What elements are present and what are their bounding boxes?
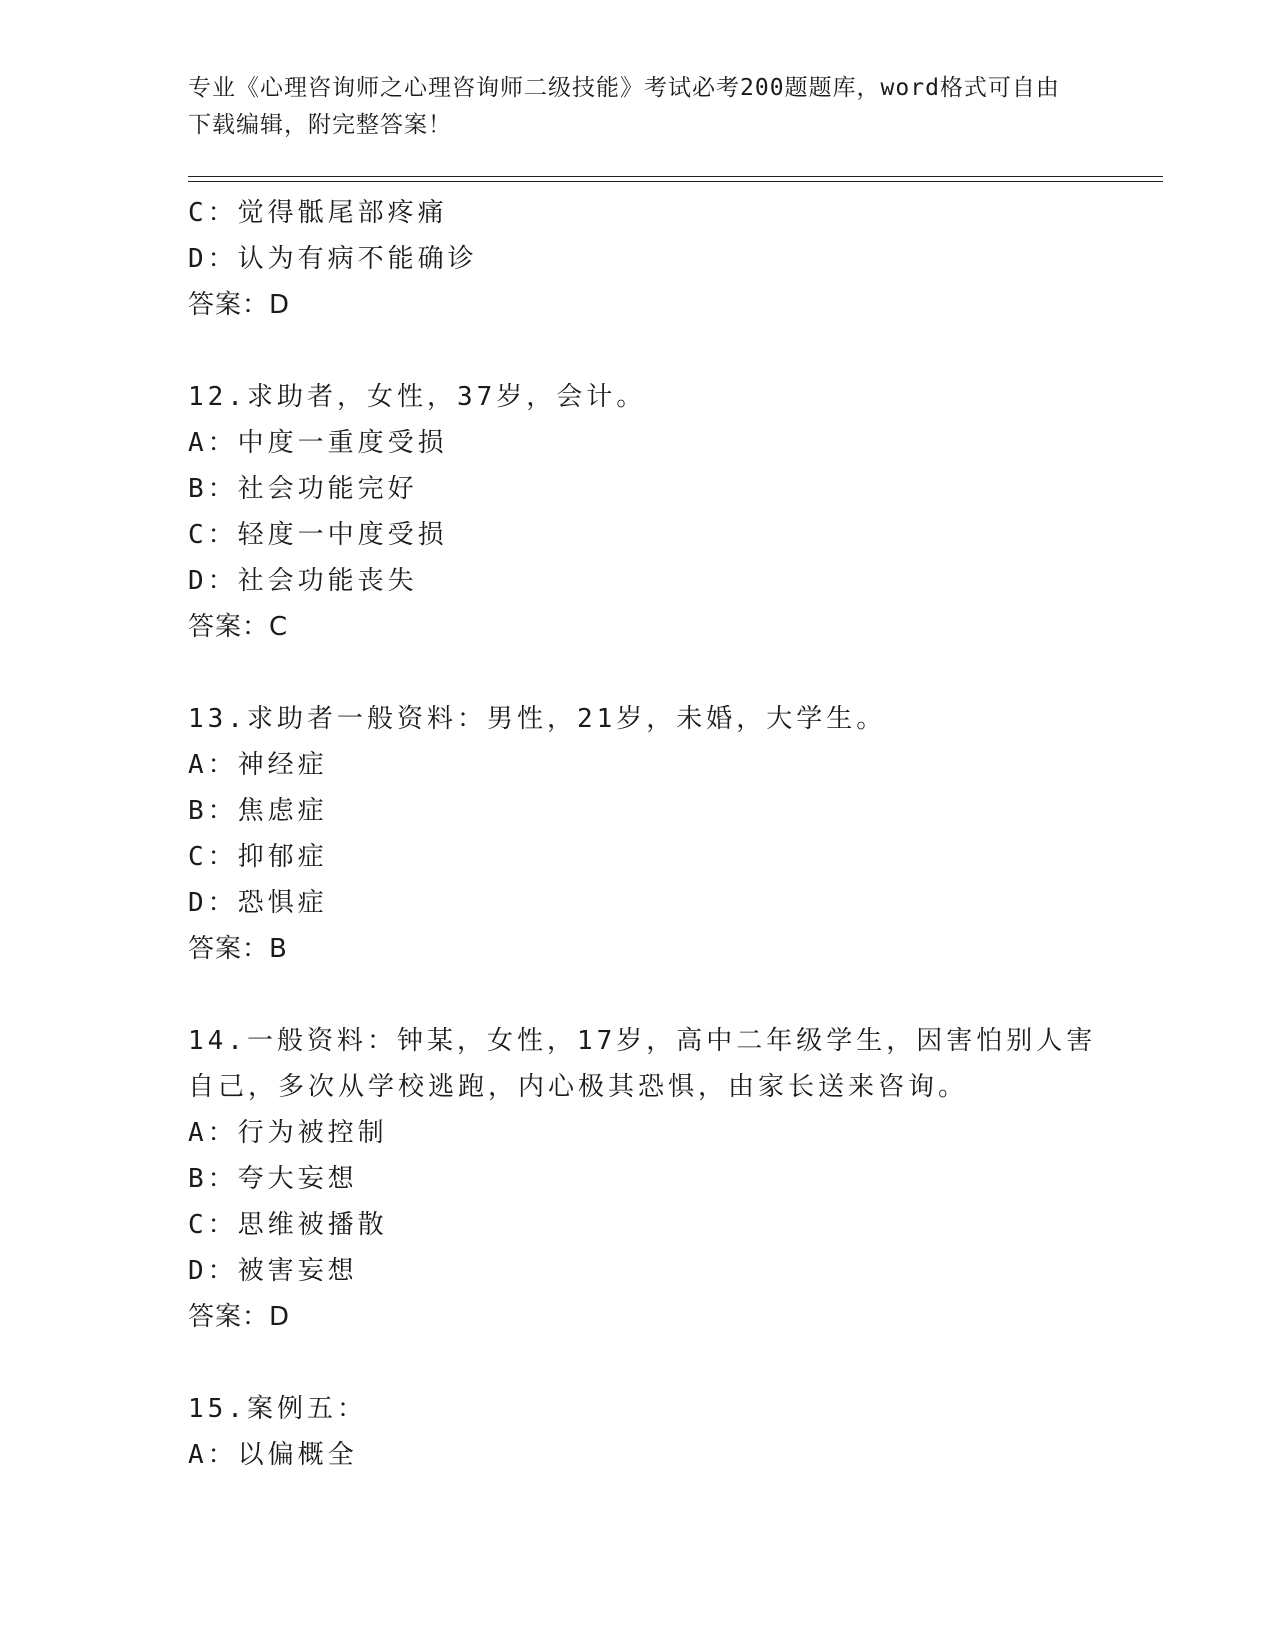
option-d: D：社会功能丧失 bbox=[188, 566, 418, 596]
question-block-12 bbox=[188, 374, 1108, 650]
question-stem: 15.案例五： bbox=[188, 1394, 367, 1424]
question-stem: 13.求助者一般资料：男性，21岁，未婚，大学生。 bbox=[188, 704, 887, 734]
option-b: B：社会功能完好 bbox=[188, 474, 418, 504]
option-d: D：恐惧症 bbox=[188, 888, 328, 918]
question-stem: 14.一般资料：钟某，女性，17岁，高中二年级学生，因害怕别人害自己，多次从学校逃跑，内心极其恐惧，由家长送来咨询。 bbox=[188, 1026, 1097, 1102]
option-c: C：轻度一中度受损 bbox=[188, 520, 448, 550]
option-a: A：神经症 bbox=[188, 750, 328, 780]
spacer bbox=[188, 972, 1108, 1018]
document-header bbox=[188, 70, 1068, 144]
answer-line: 答案：D bbox=[188, 1302, 291, 1332]
option-d: D：被害妄想 bbox=[188, 1256, 358, 1286]
option-b: B：焦虑症 bbox=[188, 796, 328, 826]
spacer bbox=[188, 650, 1108, 696]
question-stem: 12.求助者，女性，37岁，会计。 bbox=[188, 382, 647, 412]
option-c: C：抑郁症 bbox=[188, 842, 328, 872]
option-b: B：夸大妄想 bbox=[188, 1164, 358, 1194]
spacer bbox=[188, 1340, 1108, 1386]
question-block-14 bbox=[188, 1018, 1108, 1340]
option-a: A：中度一重度受损 bbox=[188, 428, 448, 458]
option-c: C：觉得骶尾部疼痛 bbox=[188, 198, 448, 228]
answer-line: 答案：D bbox=[188, 290, 291, 320]
question-block-15 bbox=[188, 1386, 1108, 1478]
header-divider-bottom bbox=[188, 181, 1163, 182]
question-list bbox=[188, 190, 1108, 1478]
question-block-11 bbox=[188, 190, 1108, 328]
option-a: A：以偏概全 bbox=[188, 1440, 358, 1470]
answer-line: 答案：C bbox=[188, 612, 289, 642]
answer-line: 答案：B bbox=[188, 934, 288, 964]
header-divider-top bbox=[188, 176, 1163, 177]
header-text: 专业《心理咨询师之心理咨询师二级技能》考试必考200题题库，word格式可自由下载编辑，附完整答案！ bbox=[188, 75, 1060, 138]
spacer bbox=[188, 328, 1108, 374]
option-d: D：认为有病不能确诊 bbox=[188, 244, 478, 274]
option-c: C：思维被播散 bbox=[188, 1210, 388, 1240]
option-a: A：行为被控制 bbox=[188, 1118, 388, 1148]
question-block-13 bbox=[188, 696, 1108, 972]
